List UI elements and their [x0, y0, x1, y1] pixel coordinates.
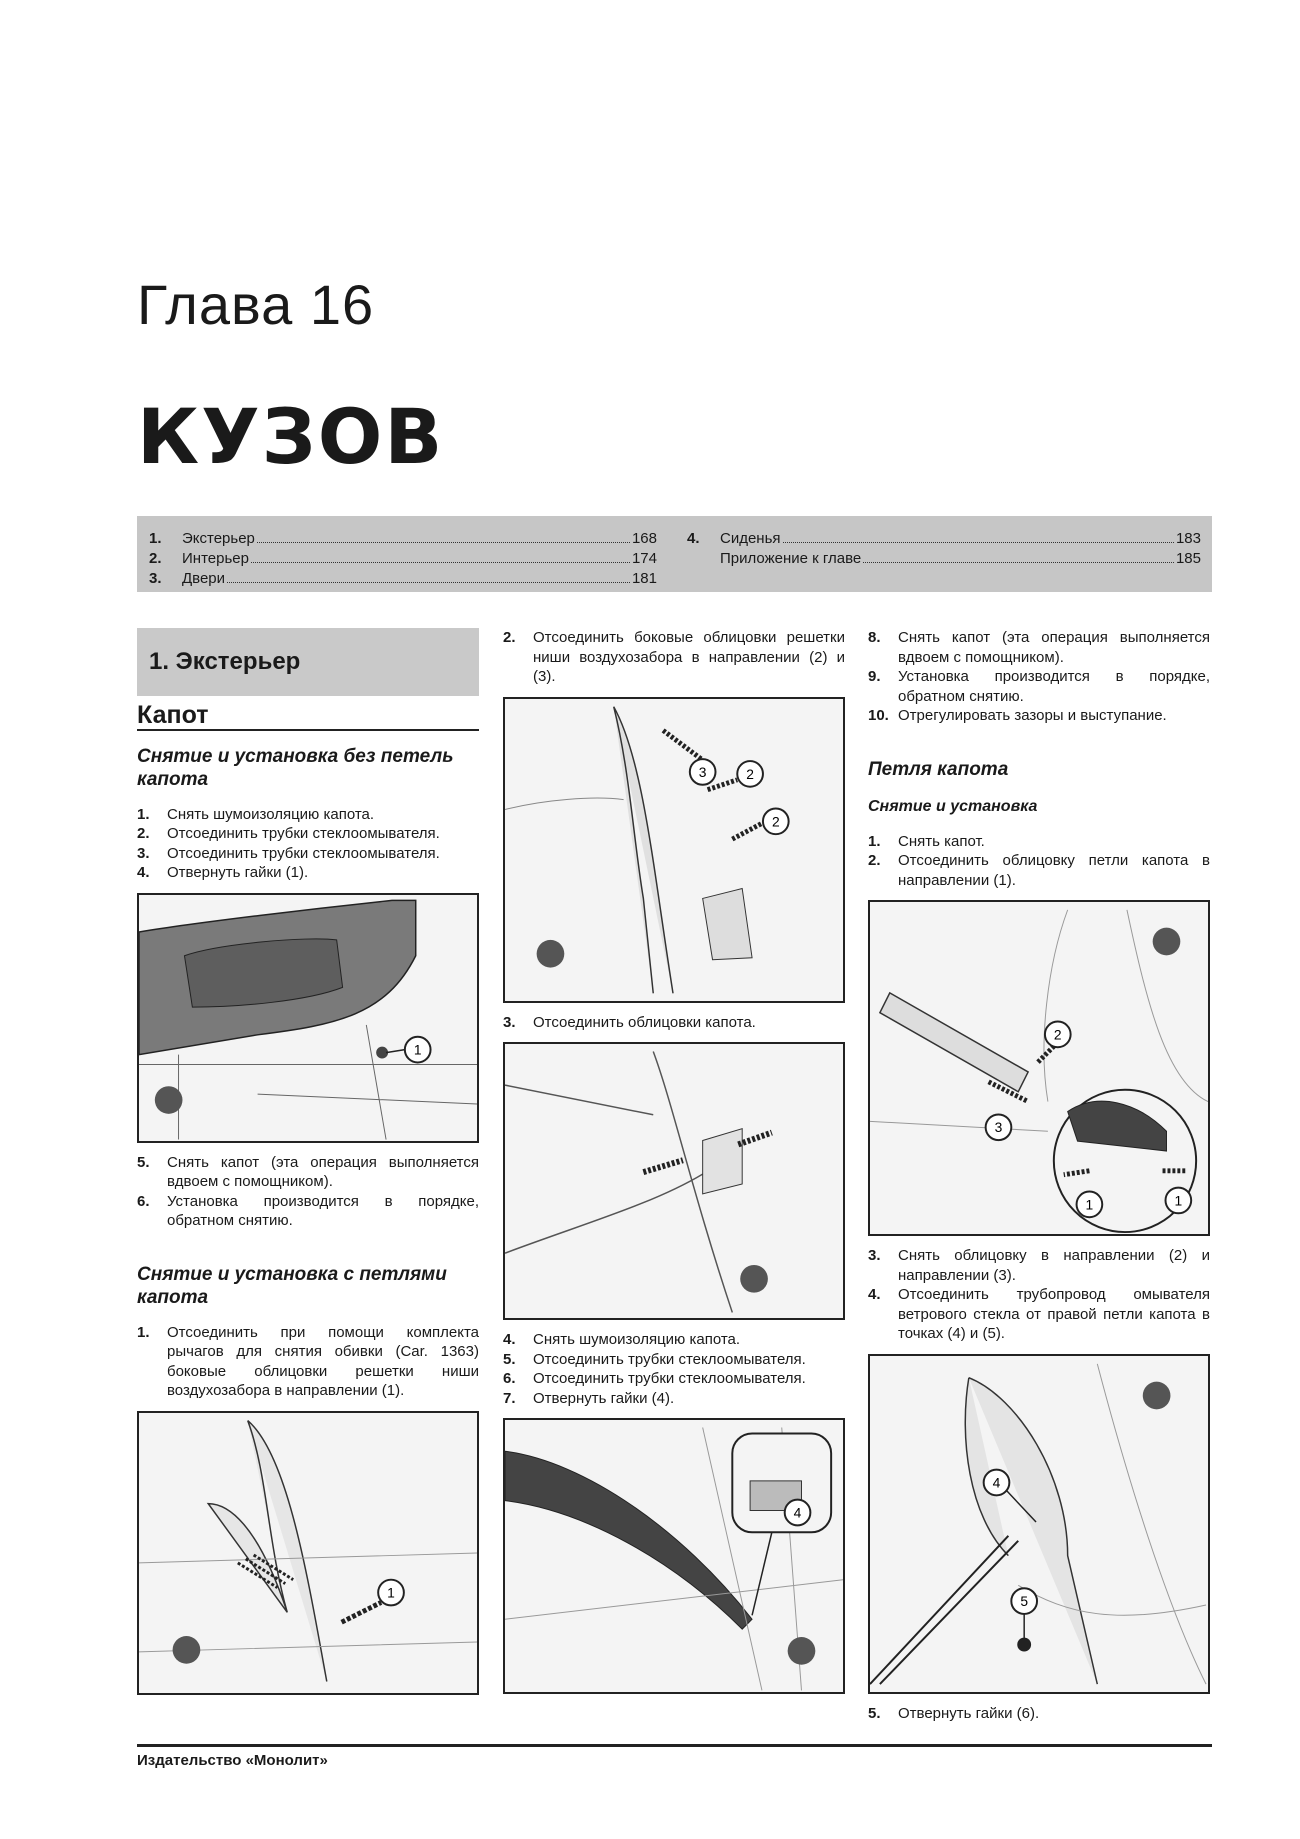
step-list — [868, 1246, 1210, 1344]
footer-publisher: Издательство «Монолит» — [137, 1752, 328, 1769]
step-list — [868, 832, 1210, 891]
step-text: Отрегулировать зазоры и выступание. — [898, 707, 1167, 724]
callout-number: 4 — [992, 1473, 1001, 1490]
step-number: 9. — [868, 668, 881, 685]
toc-entry[interactable] — [149, 549, 657, 569]
toc-title: Экстерьер — [182, 530, 255, 547]
toc-left-column — [149, 529, 657, 589]
step-text: Отсоединить трубки стеклоомывателя. — [167, 825, 440, 842]
step-item — [868, 1246, 1210, 1285]
publisher-logo — [740, 1265, 768, 1293]
step-number: 8. — [868, 629, 881, 646]
step-number: 5. — [868, 1704, 881, 1722]
step-text: Отсоединить облицовки капота. — [533, 1013, 756, 1031]
callout-number: 1 — [413, 1041, 422, 1058]
figure-hood-removal — [503, 1418, 845, 1694]
publisher-logo — [155, 1086, 183, 1114]
toc-right-column — [687, 529, 1201, 569]
step-number: 2. — [868, 852, 881, 869]
toc-number: 2. — [149, 550, 162, 567]
step-text: Установка производится в порядке, обратном снятию. — [167, 1192, 479, 1229]
step-item — [137, 805, 479, 825]
step-item — [868, 1285, 1210, 1344]
procedure-heading: Снятие и установка с петлями капота — [137, 1263, 447, 1308]
publisher-logo — [788, 1637, 816, 1665]
step-item — [503, 1013, 845, 1033]
step-list — [503, 1330, 845, 1408]
step-text: Отвернуть гайки (1). — [167, 864, 309, 881]
publisher-logo — [1153, 928, 1181, 956]
figure-washer-pipe — [868, 1354, 1210, 1694]
step-list — [868, 628, 1210, 726]
toc-entry[interactable] — [687, 529, 1201, 549]
step-item — [868, 832, 1210, 852]
procedure-heading: Снятие и установка — [868, 797, 1038, 815]
step-text: Отсоединить трубопровод омывателя ветрового стекла от правой петли капота в точках (4) и (5). — [898, 1286, 1210, 1342]
step-text: Отсоединить боковые облицовки решетки ниши воздухозабора в направлении (2) и (3). — [533, 629, 845, 685]
toc-page: 174 — [631, 550, 657, 567]
step-number: 1. — [868, 832, 881, 850]
toc-leader — [783, 542, 1174, 543]
step-number: 10. — [868, 707, 889, 724]
step-list — [503, 1013, 845, 1033]
hood-removal-illustration — [505, 1420, 843, 1692]
publisher-logo — [537, 939, 565, 967]
step-text: Отсоединить облицовку петли капота в направлении (1). — [898, 852, 1210, 889]
step-list — [137, 1323, 479, 1401]
toc-entry[interactable] — [149, 569, 657, 589]
callout-number: 4 — [793, 1504, 802, 1521]
step-list — [503, 628, 845, 687]
callout-number: 1 — [1085, 1196, 1094, 1213]
step-text: Отсоединить трубки стеклоомывателя. — [533, 1350, 806, 1368]
step-number: 4. — [868, 1286, 881, 1303]
step-number: 4. — [137, 864, 150, 881]
step-item — [137, 824, 479, 844]
toc-entry[interactable] — [687, 549, 1201, 569]
step-item — [137, 1192, 479, 1231]
toc-title: Приложение к главе — [720, 550, 862, 567]
step-number: 2. — [503, 629, 516, 646]
step-item — [868, 628, 1210, 667]
callout-number: 2 — [746, 765, 754, 782]
step-number: 3. — [137, 844, 150, 862]
toc-leader — [251, 562, 630, 563]
step-item — [868, 706, 1210, 726]
trim-illustration — [505, 699, 843, 1001]
figure-hood-trim — [503, 1042, 845, 1320]
step-item — [503, 1389, 845, 1409]
toc-page: 181 — [631, 570, 657, 587]
subsection-heading: Капот — [137, 706, 479, 731]
step-item — [868, 851, 1210, 890]
toc-page: 168 — [631, 530, 657, 547]
step-item — [868, 667, 1210, 706]
column-1 — [137, 628, 479, 1705]
step-text: Снять капот (эта операция выполняется вдвоем с помощником). — [167, 1153, 479, 1190]
publisher-logo — [1143, 1381, 1171, 1409]
hinge-trim-illustration — [870, 902, 1208, 1234]
step-text: Отвернуть гайки (6). — [898, 1704, 1040, 1722]
callout-number: 5 — [1020, 1592, 1029, 1609]
figure-air-intake-trim-1 — [137, 1411, 479, 1695]
chapter-label: Глава 16 — [137, 273, 375, 336]
step-item — [503, 628, 845, 687]
step-text: Отсоединить трубки стеклоомывателя. — [533, 1370, 806, 1387]
step-text: Отвернуть гайки (4). — [533, 1389, 675, 1407]
toc-leader — [227, 582, 630, 583]
step-number: 6. — [503, 1370, 516, 1387]
step-text: Снять шумоизоляцию капота. — [533, 1331, 741, 1348]
toc-page: 183 — [1175, 530, 1201, 547]
toc-page: 185 — [1175, 550, 1201, 567]
column-2 — [503, 628, 845, 1704]
section-heading: 1. Экстерьер — [137, 628, 479, 696]
callout-number: 2 — [771, 812, 780, 829]
publisher-logo — [173, 1636, 201, 1664]
step-number: 6. — [137, 1192, 150, 1210]
subsection-heading: Петля капота — [868, 758, 1009, 780]
toc-number: 4. — [687, 530, 700, 547]
figure-hinge-trim — [868, 900, 1210, 1236]
toc-number: 3. — [149, 570, 162, 587]
step-number: 4. — [503, 1331, 516, 1348]
step-text: Снять облицовку в направлении (2) и направлении (3). — [898, 1247, 1210, 1284]
footer-rule — [137, 1744, 1212, 1747]
step-number: 5. — [137, 1153, 150, 1171]
trim-illustration — [139, 1413, 477, 1693]
toc-number: 1. — [149, 530, 162, 547]
callout-number: 3 — [994, 1119, 1003, 1136]
toc-entry[interactable] — [149, 529, 657, 549]
toc-leader — [863, 562, 1174, 563]
step-item — [137, 863, 479, 883]
callout-number: 1 — [387, 1583, 395, 1600]
hood-illustration — [139, 895, 477, 1141]
callout-number: 2 — [1053, 1026, 1062, 1043]
step-text: Установка производится в порядке, обратном снятию. — [898, 668, 1210, 705]
step-text: Снять капот. — [898, 832, 985, 850]
figure-air-intake-trim-2 — [503, 697, 845, 1003]
callout-number: 1 — [1174, 1192, 1183, 1209]
table-of-contents — [137, 516, 1212, 592]
step-item — [503, 1350, 845, 1370]
procedure-heading: Снятие и установка без петель капота — [137, 745, 454, 790]
figure-hood-nuts — [137, 893, 479, 1143]
step-item — [503, 1369, 845, 1389]
column-3 — [868, 628, 1210, 1723]
step-list — [868, 1704, 1210, 1724]
hood-trim-illustration — [505, 1044, 843, 1318]
toc-title: Двери — [182, 570, 226, 587]
step-number: 2. — [137, 825, 150, 842]
step-item — [137, 844, 479, 864]
toc-title: Сиденья — [720, 530, 781, 547]
step-number: 1. — [137, 1323, 150, 1341]
toc-title: Интерьер — [182, 550, 249, 567]
step-item — [137, 1323, 479, 1401]
step-list — [137, 1153, 479, 1231]
callout-number: 3 — [698, 763, 707, 780]
step-text: Отсоединить трубки стеклоомывателя. — [167, 844, 440, 862]
step-number: 5. — [503, 1350, 516, 1368]
step-text: Снять шумоизоляцию капота. — [167, 805, 375, 823]
step-number: 7. — [503, 1389, 516, 1407]
step-number: 3. — [868, 1247, 881, 1264]
chapter-title: КУЗОВ — [137, 392, 445, 481]
step-list — [137, 805, 479, 883]
step-number: 3. — [503, 1013, 516, 1031]
step-text: Снять капот (эта операция выполняется вдвоем с помощником). — [898, 629, 1210, 666]
toc-leader — [257, 542, 630, 543]
step-number: 1. — [137, 805, 150, 823]
step-item — [868, 1704, 1210, 1724]
washer-pipe-illustration — [870, 1356, 1208, 1692]
step-text: Отсоединить при помощи комплекта рычагов для снятия обивки (Car. 1363) боковые облицовки решетки ниши воздухозабора в направлении (1). — [167, 1323, 479, 1399]
step-item — [503, 1330, 845, 1350]
step-item — [137, 1153, 479, 1192]
